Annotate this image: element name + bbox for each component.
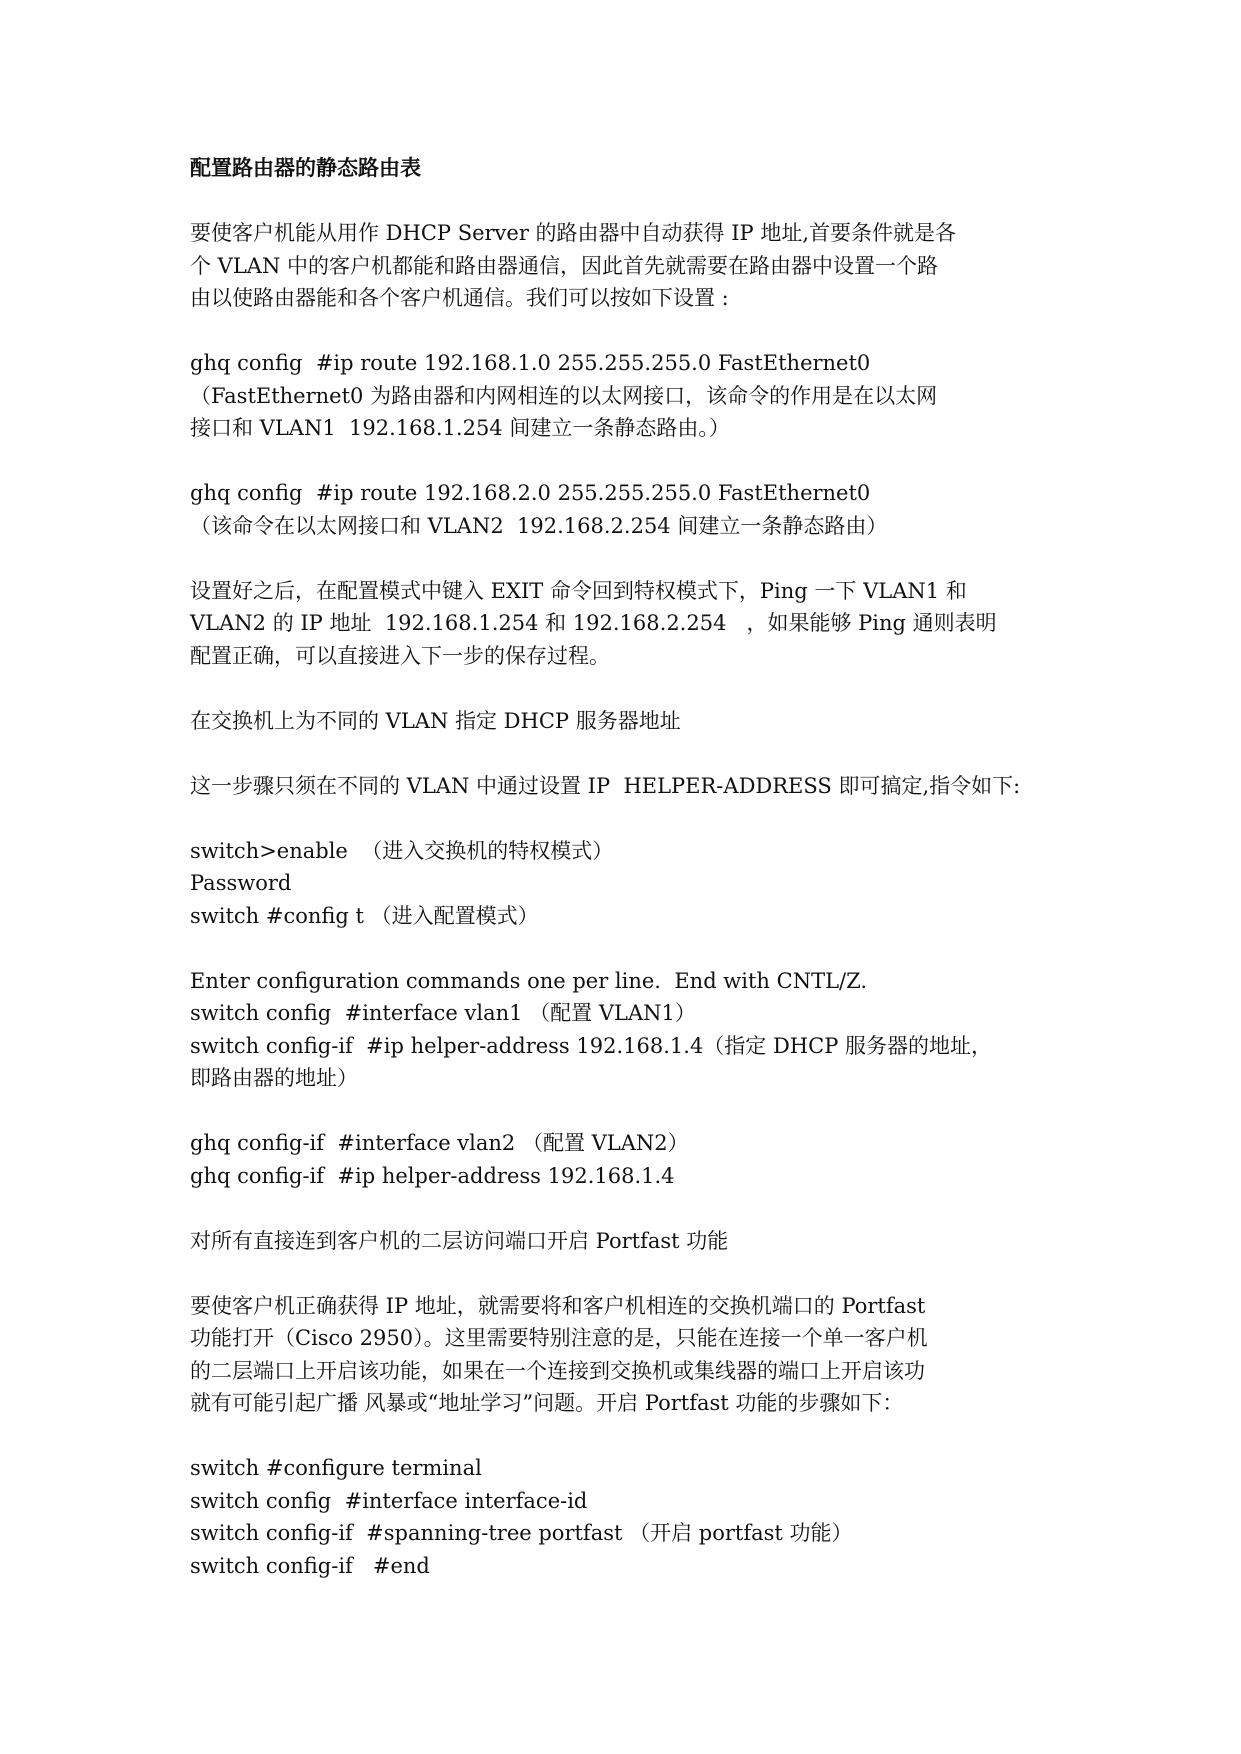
command-line: Password: [190, 871, 292, 895]
text-line: 由以使路由器能和各个客户机通信。我们可以按如下设置 :: [190, 286, 729, 310]
section-heading-portfast: 对所有直接连到客户机的二层访问端口开启 Portfast 功能: [190, 1228, 729, 1253]
text-line: 要使客户机能从用作 DHCP Server 的路由器中自动获得 IP 地址,首要条件就是各: [190, 221, 957, 245]
command-block-route-2: [190, 477, 1070, 542]
text-line: VLAN2 的 IP 地址 192.168.1.254 和 192.168.2.254 ，如果能够 Ping 通则表明: [190, 611, 997, 635]
paragraph-portfast: [190, 1290, 1070, 1420]
command-line: switch config #interface interface-id: [190, 1488, 588, 1513]
command-block-portfast: [190, 1452, 1070, 1582]
spacer: [190, 1257, 1070, 1290]
command-line: ghq config #ip route 192.168.1.0 255.255.255.0 FastEthernet0: [190, 351, 871, 375]
section-title-static-route: 配置路由器的静态路由表: [190, 155, 421, 180]
spacer: [190, 315, 1070, 348]
command-line: switch config-if #ip helper-address 192.168.1.4（指定 DHCP 服务器的地址，: [190, 1033, 992, 1058]
paragraph-intro: [190, 217, 1070, 315]
paragraph-verify: [190, 575, 1070, 673]
text-line: 配置正确，可以直接进入下一步的保存过程。: [190, 643, 610, 668]
text-line: （该命令在以太网接口和 VLAN2 192.168.2.254 间建立一条静态路由）: [190, 513, 888, 538]
text-line: 即路由器的地址）: [190, 1066, 358, 1090]
command-line: switch config #interface vlan1 （配置 VLAN1）: [190, 1001, 696, 1025]
spacer: [190, 672, 1070, 705]
spacer: [190, 542, 1070, 575]
text-line: （FastEthernet0 为路由器和内网相连的以太网接口，该命令的作用是在以太网: [190, 383, 938, 408]
spacer: [190, 932, 1070, 965]
command-block-route-1: [190, 347, 1070, 445]
command-line: ghq config #ip route 192.168.2.0 255.255.255.0 FastEthernet0: [190, 481, 871, 505]
command-line: switch>enable （进入交换机的特权模式）: [190, 838, 614, 863]
command-line: Enter configuration commands one per line. End with CNTL/Z.: [190, 968, 868, 993]
command-line: switch config-if #spanning-tree portfast （开启 portfast 功能）: [190, 1521, 853, 1545]
spacer: [190, 802, 1070, 835]
spacer: [190, 1095, 1070, 1128]
text-line: 的二层端口上开启该功能，如果在一个连接到交换机或集线器的端口上开启该功: [190, 1358, 925, 1383]
command-block-enable: [190, 835, 1070, 933]
command-line: ghq config-if #interface vlan2 （配置 VLAN2）: [190, 1131, 689, 1155]
section-heading-dhcp-helper: 在交换机上为不同的 VLAN 指定 DHCP 服务器地址: [190, 708, 681, 733]
text-line: 这一步骤只须在不同的 VLAN 中通过设置 IP HELPER-ADDRESS 即可搞定,指令如下:: [190, 773, 1021, 798]
command-block-vlan1: [190, 965, 1070, 1095]
text-line: 接口和 VLAN1 192.168.1.254 间建立一条静态路由。）: [190, 416, 730, 440]
spacer: [190, 1192, 1070, 1225]
command-line: ghq config-if #ip helper-address 192.168.1.4: [190, 1163, 675, 1188]
command-line: switch #config t （进入配置模式）: [190, 903, 539, 928]
text-line: 个 VLAN 中的客户机都能和路由器通信，因此首先就需要在路由器中设置一个路: [190, 253, 938, 278]
spacer: [190, 185, 1070, 218]
command-line: switch config-if #end: [190, 1553, 430, 1578]
spacer: [190, 445, 1070, 478]
document-page: [190, 152, 1070, 1582]
spacer: [190, 737, 1070, 770]
text-line: 要使客户机正确获得 IP 地址，就需要将和客户机相连的交换机端口的 Portfast: [190, 1293, 926, 1318]
text-line: 就有可能引起广播 风暴或“地址学习”问题。开启 Portfast 功能的步骤如下：: [190, 1391, 904, 1415]
text-line: 功能打开（Cisco 2950）。这里需要特别注意的是，只能在连接一个单一客户机: [190, 1326, 928, 1350]
command-block-vlan2: [190, 1127, 1070, 1192]
spacer: [190, 1420, 1070, 1453]
command-line: switch #configure terminal: [190, 1456, 482, 1480]
text-line: 设置好之后，在配置模式中键入 EXIT 命令回到特权模式下，Ping 一下 VLAN1 和: [190, 578, 967, 603]
